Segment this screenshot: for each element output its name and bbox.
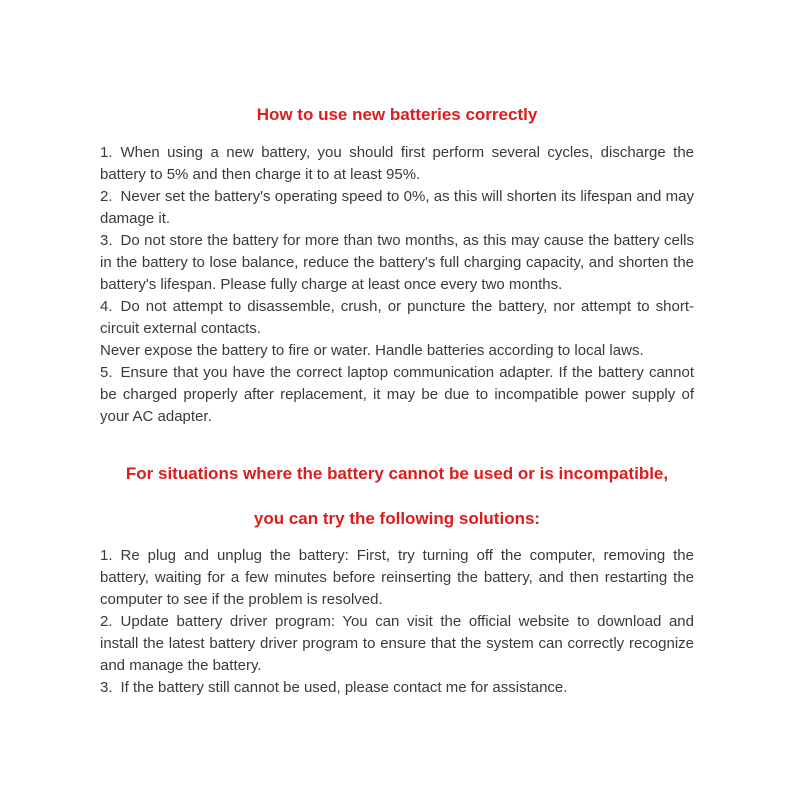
item-text: Never expose the battery to fire or water. Handle batteries according to local laws. xyxy=(100,342,644,359)
battery-instructions-document xyxy=(100,104,694,699)
item-text: Update battery driver program: You can visit the official website to download and install the latest battery driver program to ensure that the system can correctly recognize and manage the battery. xyxy=(100,613,694,674)
list-item xyxy=(100,362,694,428)
item-number: 2. xyxy=(100,613,113,630)
item-number: 1. xyxy=(100,144,113,161)
item-number: 1. xyxy=(100,547,113,564)
list-item xyxy=(100,186,694,230)
list-item xyxy=(100,677,694,699)
item-text: Do not store the battery for more than two months, as this may cause the battery cells in the battery to lose balance, reduce the battery's full charging capacity, and shorten the battery's lifespan. Please fully charge at least once every two months. xyxy=(100,232,694,293)
list-item xyxy=(100,230,694,296)
item-number: 3. xyxy=(100,679,113,696)
list-item xyxy=(100,545,694,611)
section2-title-line1: For situations where the battery cannot be used or is incompatible, xyxy=(125,464,669,483)
item-text: If the battery still cannot be used, please contact me for assistance. xyxy=(120,679,568,696)
section1-title: How to use new batteries correctly xyxy=(256,105,538,124)
item-text: Never set the battery's operating speed to 0%, as this will shorten its lifespan and may damage it. xyxy=(100,188,694,227)
item-number: 5. xyxy=(100,364,113,381)
item-number: 3. xyxy=(100,232,113,249)
item-text: Do not attempt to disassemble, crush, or puncture the battery, nor attempt to short-circuit external contacts. xyxy=(100,298,694,337)
item-text: Re plug and unplug the battery: First, try turning off the computer, removing the battery, waiting for a few minutes before reinserting the battery, and then restarting the computer to see if the problem is resolved. xyxy=(100,547,694,608)
item-text: Ensure that you have the correct laptop communication adapter. If the battery cannot be charged properly after replacement, it may be due to incompatible power supply of your AC adapter. xyxy=(100,364,694,425)
list-item xyxy=(100,296,694,340)
list-item xyxy=(100,340,694,362)
item-number: 2. xyxy=(100,188,113,205)
list-item xyxy=(100,142,694,186)
section2-title-line2: you can try the following solutions: xyxy=(253,509,541,528)
list-item xyxy=(100,611,694,677)
item-text: When using a new battery, you should first perform several cycles, discharge the battery to 5% and then charge it to at least 95%. xyxy=(100,144,694,183)
item-number: 4. xyxy=(100,298,113,315)
